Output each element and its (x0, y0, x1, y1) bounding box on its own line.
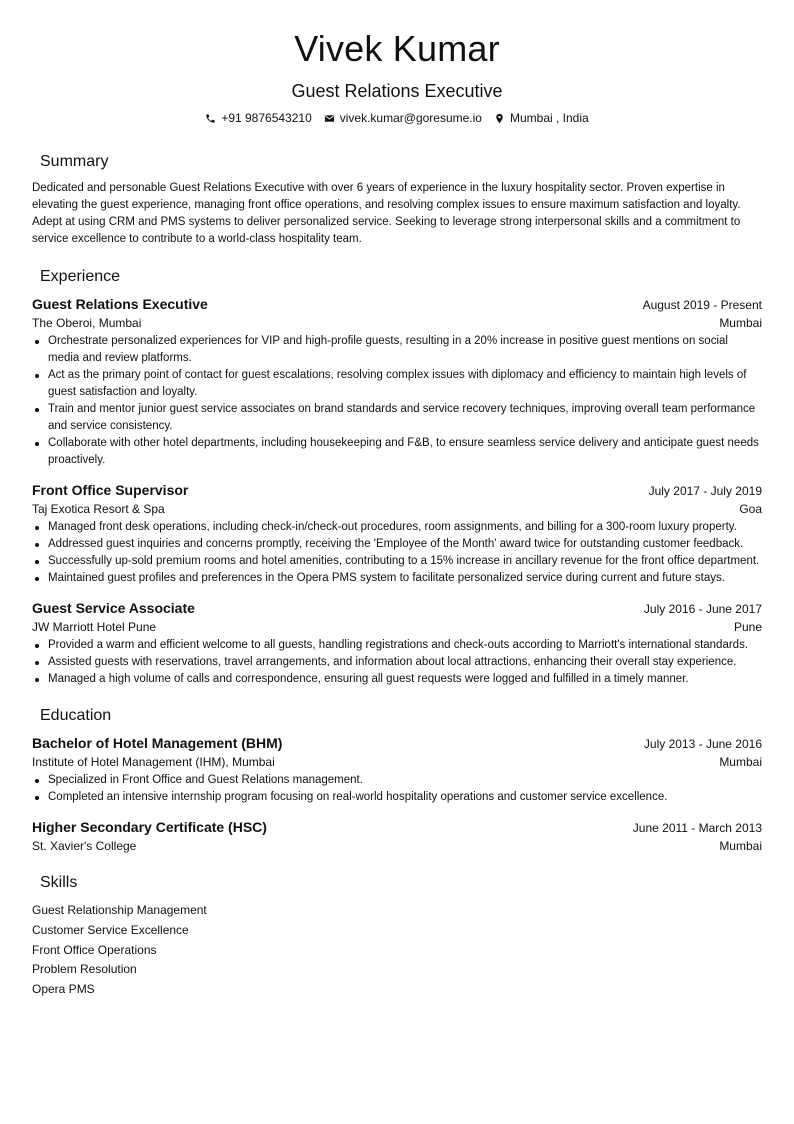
skill-item: Guest Relationship Management (32, 903, 207, 917)
contact-email[interactable] (324, 110, 482, 126)
job-entry (32, 295, 762, 469)
job-title: Guest Service Associate (32, 600, 195, 616)
job-company: The Oberoi, Mumbai (32, 316, 142, 330)
skills-section (32, 873, 762, 1000)
job-company: Taj Exotica Resort & Spa (32, 502, 165, 516)
institution-location: Mumbai (719, 839, 762, 853)
bullet-item: Act as the primary point of contact for guest escalations, resolving complex issues with diplomacy and efficiency to maintain high levels of guest satisfaction and loyalty. (48, 367, 762, 401)
bullet-item: Train and mentor junior guest service associates on brand standards and service recovery techniques, improving overall team performance and service consistency. (48, 401, 762, 435)
job-entry (32, 481, 762, 587)
skill-item: Problem Resolution (32, 962, 137, 977)
experience-title: Experience (40, 268, 121, 285)
candidate-role: Guest Relations Executive (291, 81, 503, 101)
phone-text: +91 9876543210 (221, 111, 312, 125)
education-entry (32, 734, 762, 806)
phone-icon (205, 113, 216, 124)
institution-location: Mumbai (719, 755, 762, 769)
bullet-item: Assisted guests with reservations, travel arrangements, and information about local attractions, enhancing their overall stay experience. (48, 654, 762, 671)
map-pin-icon (494, 113, 505, 124)
contact-phone[interactable] (205, 110, 311, 126)
job-entry (32, 599, 762, 688)
education-entry (32, 818, 762, 855)
bullet-item: Addressed guest inquiries and concerns promptly, receiving the 'Employee of the Month' award twice for outstanding customer feedback. (48, 536, 762, 553)
job-title: Front Office Supervisor (32, 482, 189, 498)
summary-section (32, 152, 762, 248)
bullet-item: Managed a high volume of calls and correspondence, ensuring all guest requests were logged and fulfilled in a timely manner. (48, 671, 762, 688)
skills-list (32, 901, 762, 1000)
bullet-item: Successfully up-sold premium rooms and hotel amenities, contributing to a 15% increase in ancillary revenue for the front office department. (48, 553, 762, 570)
education-bullets (32, 772, 762, 806)
candidate-name: Vivek Kumar (294, 28, 500, 69)
bullet-item: Collaborate with other hotel departments, including housekeeping and F&B, to ensure seamless service delivery and anticipate guest needs proactively. (48, 435, 762, 469)
contact-location (494, 110, 589, 126)
education-title: Education (40, 707, 112, 724)
job-company: JW Marriott Hotel Pune (32, 620, 157, 634)
summary-title: Summary (40, 153, 109, 170)
envelope-icon (324, 113, 335, 124)
skills-title: Skills (40, 874, 78, 891)
experience-section (32, 267, 762, 688)
job-bullets (32, 333, 762, 469)
skill-item: Front Office Operations (32, 942, 157, 957)
resume-header (32, 0, 762, 126)
job-title: Guest Relations Executive (32, 296, 208, 312)
contact-row (32, 110, 762, 126)
degree-title: Bachelor of Hotel Management (BHM) (32, 735, 283, 751)
job-bullets (32, 637, 762, 688)
bullet-item: Managed front desk operations, including check-in/check-out procedures, room assignments, and billing for a 300-room luxury property. (48, 519, 762, 536)
summary-text: Dedicated and personable Guest Relations Executive with over 6 years of experience in the luxury hospitality sector. Proven expertise in elevating the guest experience, managing front office operations, and resolving complex issues to ensure maximum satisfaction and loyalty. Adept at using CRM and PMS systems to deliver personalized service. Seeking to leverage strong interpersonal skills and a commitment to service excellence to contribute to a world-class hospitality team. (32, 182, 741, 245)
email-text: vivek.kumar@goresume.io (339, 111, 482, 125)
job-location: Mumbai (719, 316, 762, 330)
institution-name: St. Xavier's College (32, 839, 137, 853)
bullet-item: Provided a warm and efficient welcome to all guests, handling registrations and check-outs according to Marriott's international standards. (48, 637, 762, 654)
degree-title: Higher Secondary Certificate (HSC) (32, 819, 267, 835)
bullet-item: Completed an intensive internship program focusing on real-world hospitality operations and customer service excellence. (48, 789, 762, 806)
skill-item: Customer Service Excellence (32, 922, 189, 937)
job-location: Pune (733, 620, 762, 634)
education-date: June 2011 - March 2013 (632, 821, 762, 835)
institution-name: Institute of Hotel Management (IHM), Mumbai (32, 755, 275, 769)
job-date: July 2017 - July 2019 (648, 484, 762, 498)
job-location: Goa (739, 502, 762, 516)
bullet-item: Specialized in Front Office and Guest Relations management. (48, 772, 762, 789)
education-section (32, 706, 762, 855)
bullet-item: Maintained guest profiles and preferences in the Opera PMS system to facilitate personalized service during current and future stays. (48, 570, 762, 587)
location-text: Mumbai , India (509, 111, 589, 125)
job-date: July 2016 - June 2017 (643, 602, 762, 616)
education-date: July 2013 - June 2016 (643, 737, 762, 751)
job-bullets (32, 519, 762, 587)
job-date: August 2019 - Present (642, 298, 762, 312)
skill-item: Opera PMS (32, 982, 95, 997)
bullet-item: Orchestrate personalized experiences for VIP and high-profile guests, resulting in a 20% increase in positive guest mentions on social media and review platforms. (48, 333, 762, 367)
